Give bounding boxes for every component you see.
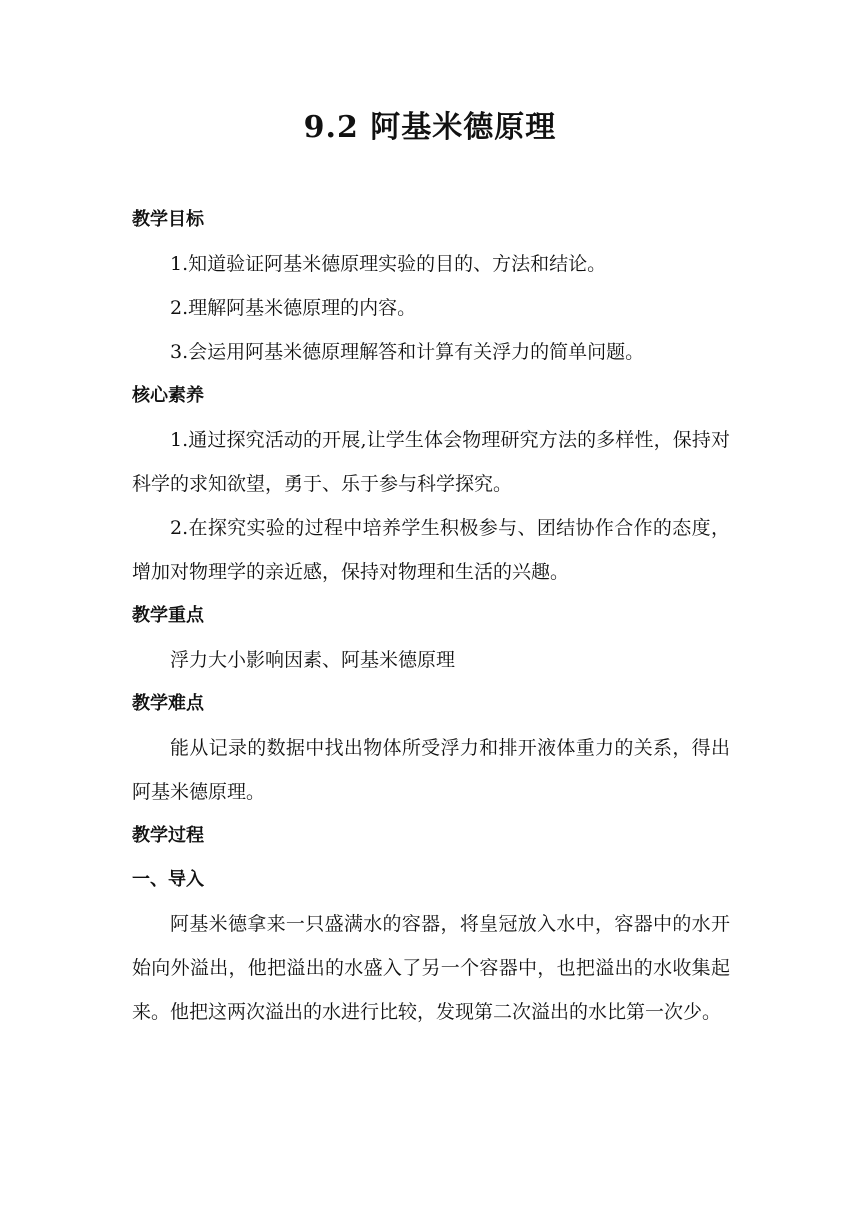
difficult-points-text: 能从记录的数据中找出物体所受浮力和排开液体重力的关系，得出阿基米德原理。: [132, 737, 730, 803]
page-title: 9.2 阿基米德原理: [303, 110, 557, 145]
core-literacy-item-1: 1.通过探究活动的开展,让学生体会物理研究方法的多样性，保持对科学的求知欲望，勇于、乐于参与科学探究。: [132, 429, 730, 495]
objective-item-2: 2.理解阿基米德原理的内容。: [170, 297, 417, 319]
objective-item-1: 1.知道验证阿基米德原理实验的目的、方法和结论。: [170, 253, 607, 275]
objective-item-3: 3.会运用阿基米德原理解答和计算有关浮力的简单问题。: [170, 341, 645, 363]
section-heading-key-points: 教学重点: [132, 605, 204, 626]
section-heading-introduction: 一、导入: [132, 869, 204, 890]
core-literacy-item-2: 2.在探究实验的过程中培养学生积极参与、团结协作合作的态度，增加对物理学的亲近感，保持对物理和生活的兴趣。: [132, 517, 730, 583]
section-heading-core-literacy: 核心素养: [132, 385, 204, 406]
section-heading-teaching-process: 教学过程: [132, 825, 204, 846]
key-points-text: 浮力大小影响因素、阿基米德原理: [170, 649, 456, 671]
introduction-text: 阿基米德拿来一只盛满水的容器，将皇冠放入水中，容器中的水开始向外溢出，他把溢出的水盛入了另一个容器中，也把溢出的水收集起来。他把这两次溢出的水进行比较，发现第二次溢出的水比第一次少。: [132, 913, 730, 1023]
section-heading-objectives: 教学目标: [132, 209, 204, 230]
document-body: [132, 198, 730, 1034]
section-heading-difficult-points: 教学难点: [132, 693, 204, 714]
